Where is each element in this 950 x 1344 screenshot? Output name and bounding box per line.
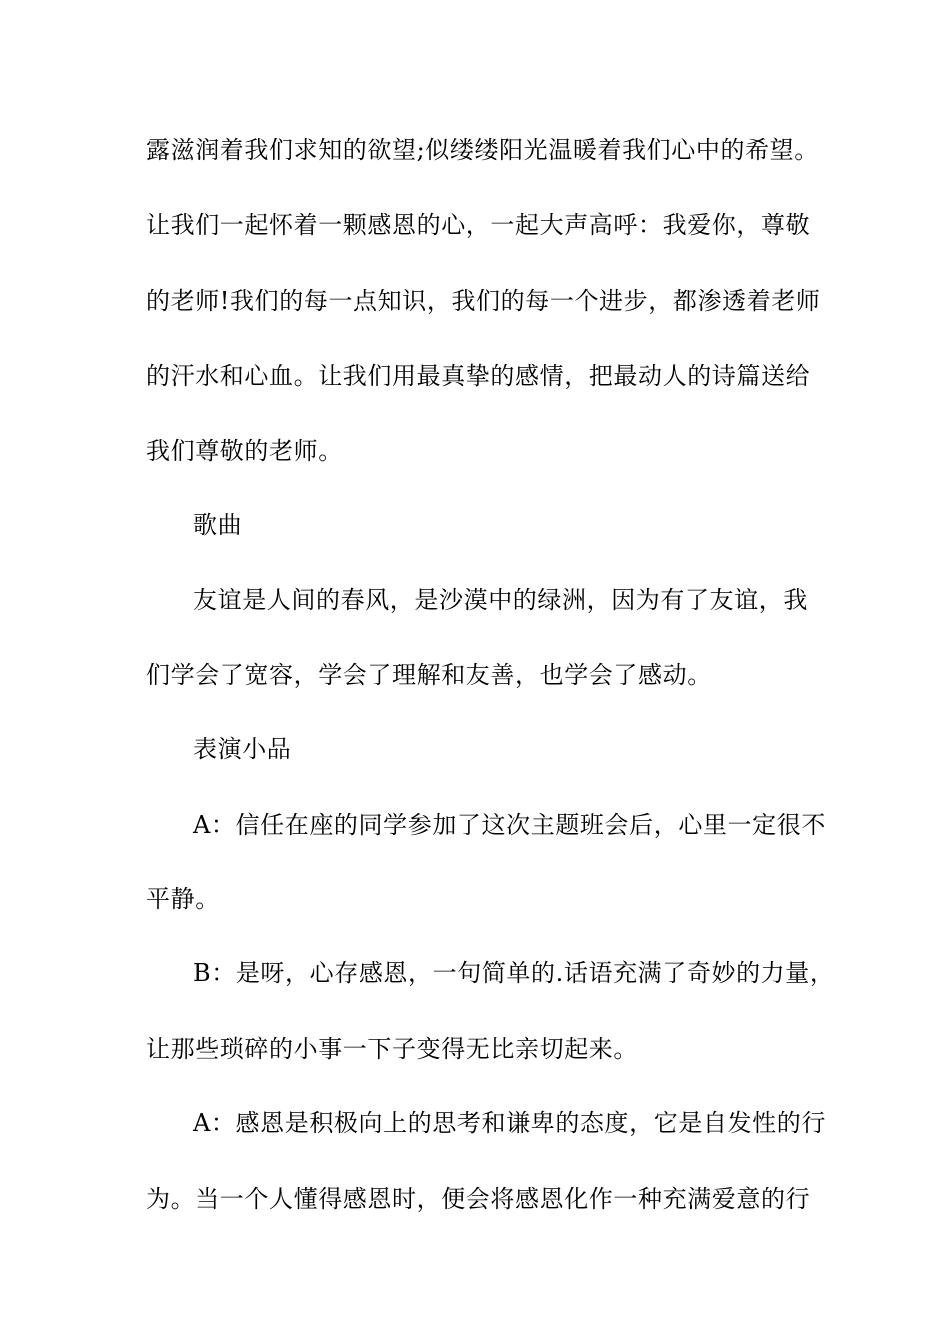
- dialogue-line: A：感恩是积极向上的思考和谦卑的态度，它是自发性的行: [193, 1109, 826, 1137]
- text-line: 友谊是人间的春风，是沙漠中的绿洲，因为有了友谊，我: [193, 586, 808, 614]
- text-line: 让我们一起怀着一颗感恩的心，一起大声高呼：我爱你，尊敬: [146, 211, 811, 239]
- text-line: 的老师!我们的每一点知识，我们的每一个进步，都渗透着老师: [146, 287, 821, 315]
- text-line: 露滋润着我们求知的欲望;似缕缕阳光温暖着我们心中的希望。: [146, 136, 819, 164]
- text-line: 我们尊敬的老师。: [146, 437, 343, 465]
- dialogue-line: B：是呀，心存感恩，一句简单的.话语充满了奇妙的力量，: [193, 959, 835, 987]
- dialogue-line: A：信任在座的同学参加了这次主题班会后，心里一定很不: [193, 811, 826, 839]
- text-line: 让那些琐碎的小事一下子变得无比亲切起来。: [146, 1035, 638, 1063]
- section-heading-skit: 表演小品: [193, 735, 292, 763]
- text-line: 们学会了宽容，学会了理解和友善，也学会了感动。: [146, 661, 712, 689]
- section-heading-song: 歌曲: [193, 511, 243, 539]
- text-line: 为。当一个人懂得感恩时，便会将感恩化作一种充满爱意的行: [146, 1185, 811, 1213]
- text-line: 平静。: [146, 885, 220, 913]
- text-line: 的汗水和心血。让我们用最真挚的感情，把最动人的诗篇送给: [146, 362, 811, 390]
